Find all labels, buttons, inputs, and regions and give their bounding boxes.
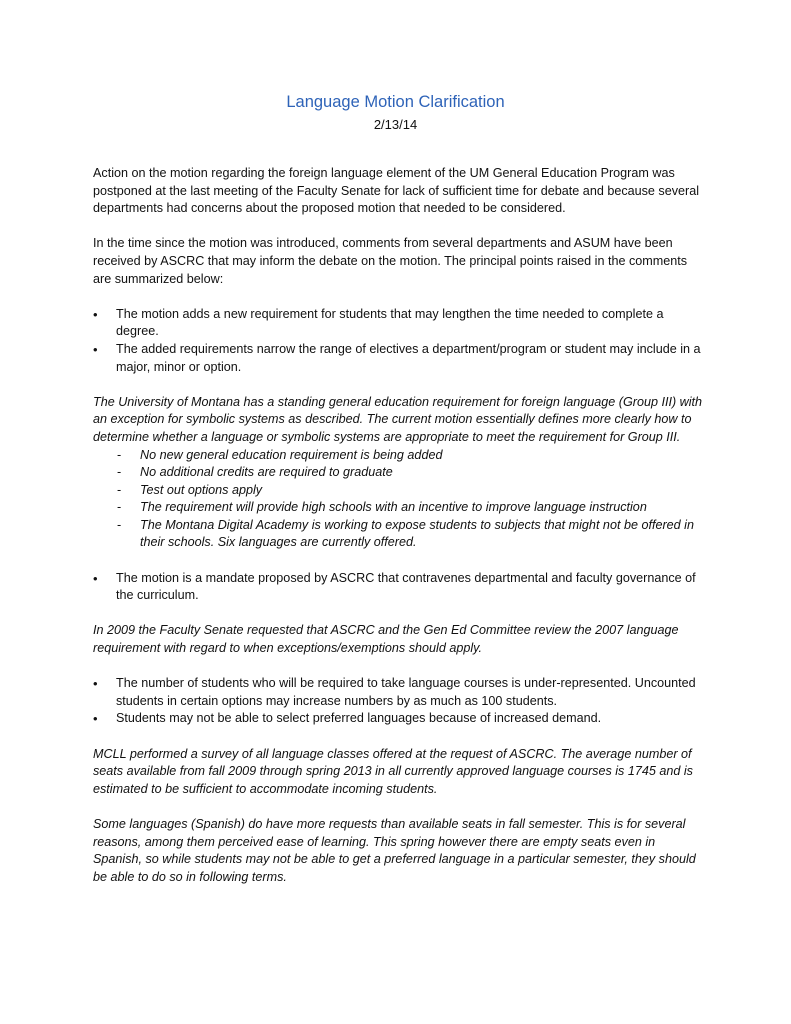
response-paragraph-3: MCLL performed a survey of all language classes offered at the request of ASCRC. The average number of seats available from fall 2009 through spring 2013 in all currently approved language courses is 1745 and is estimated to be sufficient to accommodate incoming students.	[93, 746, 693, 796]
list-item: • The motion adds a new requirement for students that may lengthen the time needed to complete a degree.	[93, 306, 705, 341]
list-item: • The added requirements narrow the range of electives a department/program or student may include in a major, minor or option.	[93, 341, 705, 376]
concerns-list-3	[93, 675, 705, 728]
response-paragraph-1: The University of Montana has a standing general education requirement for foreign language (Group III) with an exception for symbolic systems as described. The current motion essentially defines more clearly how to determine whether a language or symbolic systems are appropriate to meet the requirement for Group III.	[93, 394, 703, 444]
list-item: - The Montana Digital Academy is working to expose students to subjects that might not be offered in their schools. Six languages are currently offered.	[117, 517, 705, 552]
concerns-list-1	[93, 306, 705, 376]
document-body	[93, 165, 705, 886]
response-paragraph-4: Some languages (Spanish) do have more requests than available seats in fall semester. This is for several reasons, among them perceived ease of learning. This spring however there are empty seats even in Spanish, so while students may not be able to get a preferred language in a particular semester, they should be able to do so in following terms.	[93, 816, 696, 884]
list-item: - No additional credits are required to graduate	[117, 464, 705, 482]
intro-paragraph: Action on the motion regarding the foreign language element of the UM General Education Program was postponed at the last meeting of the Faculty Senate for lack of sufficient time for debate and because several departments had concerns about the proposed motion that needed to be considered.	[93, 166, 700, 216]
list-item: • Students may not be able to select preferred languages because of increased demand.	[93, 710, 705, 728]
list-item: • The number of students who will be required to take language courses is under-represented. Uncounted students in certain options may increase numbers by as much as 100 students.	[93, 675, 705, 710]
response-paragraph-2: In 2009 the Faculty Senate requested that ASCRC and the Gen Ed Committee review the 2007 language requirement with regard to when exceptions/exemptions should apply.	[93, 623, 679, 656]
context-paragraph: In the time since the motion was introduced, comments from several departments and ASUM have been received by ASCRC that may inform the debate on the motion. The principal points raised in the comments are summarized below:	[93, 236, 688, 286]
list-item: - Test out options apply	[117, 482, 705, 500]
list-item: - No new general education requirement is being added	[117, 447, 705, 465]
response-points-list	[93, 447, 705, 553]
concerns-list-2	[93, 570, 705, 605]
list-item: - The requirement will provide high schools with an incentive to improve language instruction	[117, 499, 705, 517]
list-item: • The motion is a mandate proposed by ASCRC that contravenes departmental and faculty governance of the curriculum.	[93, 570, 705, 605]
document-date: 2/13/14	[373, 117, 418, 132]
document-title: Language Motion Clarification	[286, 93, 505, 111]
